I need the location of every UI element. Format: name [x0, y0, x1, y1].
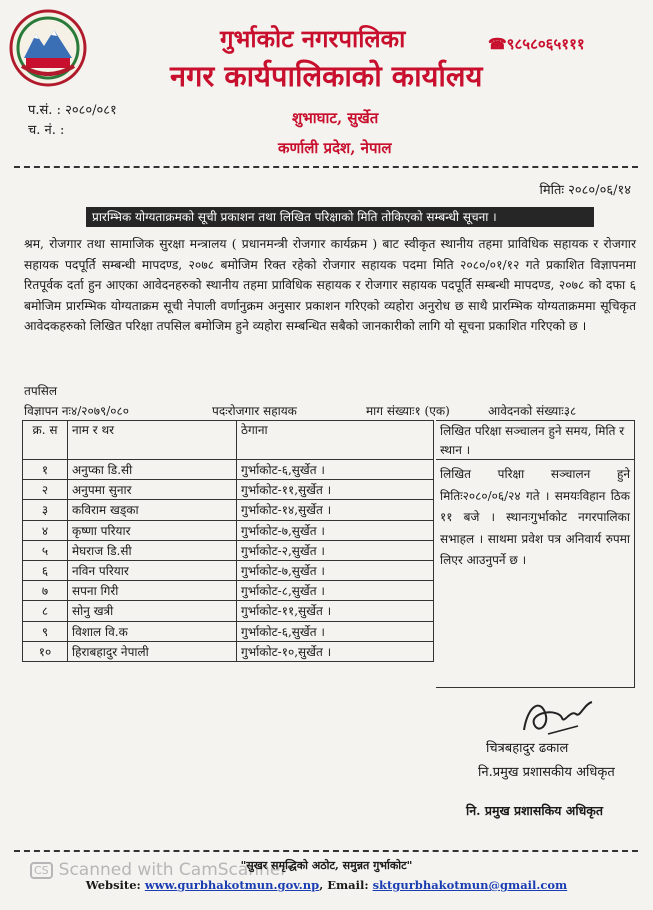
row-sn: ५	[23, 540, 68, 560]
notice-subject: प्रारम्भिक योग्यताक्रमको सूची प्रकाशन तथा लिखित परिक्षाको मिति तोकिएको सम्बन्धी सूचना ।	[86, 207, 594, 227]
table-row	[23, 460, 434, 480]
row-name: सोनु खत्री	[68, 601, 237, 621]
official-seal-text: नि. प्रमुख प्रशासकिय अधिकृत	[466, 803, 603, 818]
notice-date: मितिः २०८०/०६/१४	[539, 183, 631, 198]
row-address: गुर्भाकोट-८,सुर्खेत ।	[237, 581, 434, 601]
row-address: गुर्भाकोट-११,सुर्खेत ।	[237, 601, 434, 621]
address-line-1: शुभाघाट, सुर्खेत	[292, 109, 379, 127]
row-address: गुर्भाकोट-१४,सुर्खेत ।	[237, 500, 434, 520]
municipality-name: गुर्भाकोट नगरपालिका	[220, 24, 406, 53]
header-address: ठेगाना	[237, 421, 434, 460]
header-exam-info: लिखित परिक्षा सञ्चालन हुने समय, मिति र स्थान ।	[440, 424, 625, 457]
row-name: अनुपमा सुनार	[68, 480, 237, 500]
row-sn: ९	[23, 621, 68, 641]
email-link[interactable]: sktgurbhakotmun@gmail.com	[372, 878, 568, 892]
website-link[interactable]: www.gurbhakotmun.gov.np	[144, 878, 320, 892]
row-name: विशाल वि.क	[68, 621, 237, 641]
phone-number: ☎९८५८०६५१११	[488, 35, 585, 53]
notice-body: श्रम, रोजगार तथा सामाजिक सुरक्षा मन्त्रालय ( प्रधानमन्त्री रोजगार कार्यक्रम ) बाट स्वीकृत स्थानीय तहमा प्राविधिक सहायक र रोजगार सहायक पदपूर्ति सम्बन्धी मापदण्ड, २०७८ बमोजिम रिक्त रहेको रोजगार सहायक पदमा मिति २०८०/०१/१२ गते प्रकाशित विज्ञापनमा रितपूर्वक दर्ता हुन आएका आवेदनहरुको स्थानीय तहमा प्राविधिक सहायक र रोजगार सहायक पदपूर्ति सम्बन्धी मापदण्ड, २०७८ को दफा ६ बमोजिम प्रारम्भिक योग्यताक्रम सूची नेपाली वर्णानुक्रम अनुसार प्रकाशन गरिएको व्यहोरा अनुरोध छ साथै प्रारम्भिक योग्यताक्रममा सूचिकृत आवेदकहरुको लिखित परिक्षा तपसिल बमोजिम हुने व्यहोरा सम्बन्धित सबैको जानकारीको लागि यो सूचना प्रकाशित गरिएको छ ।	[24, 237, 636, 333]
signatory-title: नि.प्रमुख प्रशासकीय अधिकृत	[478, 765, 615, 780]
row-name: कृष्णा परियार	[68, 520, 237, 540]
office-name: नगर कार्यपालिकाको कार्यालय	[170, 59, 483, 93]
table-row	[23, 480, 434, 500]
footer-contact	[0, 878, 653, 892]
row-sn: २	[23, 480, 68, 500]
row-sn: ७	[23, 581, 68, 601]
dispatch-number: च. नं. :	[28, 123, 65, 138]
row-name: मेघराज डि.सी	[68, 540, 237, 560]
row-sn: ४	[23, 520, 68, 540]
row-name: हिराबहादुर नेपाली	[68, 641, 237, 661]
exam-info-divider	[436, 459, 634, 460]
advert-number: विज्ञापन नः४/२०७९/०८०	[24, 404, 129, 418]
row-address: गुर्भाकोट-६,सुर्खेत ।	[237, 460, 434, 480]
row-name: कविराम खड्का	[68, 500, 237, 520]
row-sn: १	[23, 460, 68, 480]
reference-number: प.सं. : २०८०/०८१	[28, 103, 117, 118]
table-row	[23, 581, 434, 601]
table-row	[23, 560, 434, 580]
header-name: नाम र थर	[68, 421, 237, 460]
row-address: गुर्भाकोट-११,सुर्खेत ।	[237, 480, 434, 500]
row-address: गुर्भाकोट-७,सुर्खेत ।	[237, 560, 434, 580]
table-row	[23, 641, 434, 661]
signature-mark	[518, 694, 596, 740]
row-name: सपना गिरी	[68, 581, 237, 601]
nepal-emblem-icon	[8, 8, 88, 88]
applicant-count: आवेदनको संख्याः३८	[488, 404, 577, 418]
row-sn: १०	[23, 641, 68, 661]
email-label: , Email:	[319, 878, 369, 892]
footer-slogan: "सुखर समृद्धिको अठोट, समुन्नत गुर्भाकोट"	[240, 859, 413, 872]
address-line-2: कर्णाली प्रदेश, नेपाल	[278, 139, 392, 157]
footer-divider	[14, 850, 638, 852]
shortlist-table	[22, 420, 434, 662]
table-row	[23, 500, 434, 520]
row-address: गुर्भाकोट-६,सुर्खेत ।	[237, 621, 434, 641]
demand-count: माग संख्याः१ (एक)	[366, 404, 450, 418]
row-sn: ८	[23, 601, 68, 621]
row-address: गुर्भाकोट-१०,सुर्खेत ।	[237, 641, 434, 661]
row-name: नविन परियार	[68, 560, 237, 580]
row-sn: ६	[23, 560, 68, 580]
table-header-row	[23, 421, 434, 460]
signatory-name: चित्रबहादुर ढकाल	[486, 741, 569, 756]
header-divider	[14, 166, 638, 168]
row-address: गुर्भाकोट-२,सुर्खेत ।	[237, 540, 434, 560]
camscanner-text: Scanned with CamScanner	[58, 860, 288, 880]
table-row	[23, 540, 434, 560]
table-row	[23, 520, 434, 540]
table-row	[23, 621, 434, 641]
row-address: गुर्भाकोट-७,सुर्खेत ।	[237, 520, 434, 540]
details-heading: तपसिल	[24, 384, 58, 398]
post-name: पदःरोजगार सहायक	[212, 404, 297, 418]
website-label: Website:	[85, 878, 141, 892]
table-row	[23, 601, 434, 621]
row-sn: ३	[23, 500, 68, 520]
camscanner-badge: CS	[30, 862, 53, 879]
exam-info-text: लिखित परिक्षा सञ्चालन हुने मितिः२०८०/०६/२४ गते । समयःविहान ठिक ११ बजे । स्थानःगुर्भाकोट नगरपालिका सभाहल । साथमा प्रवेश पत्र अनिवार्य रुपमा लिएर आउनुपर्ने छ ।	[440, 467, 630, 567]
header-sn: क्र. स	[23, 421, 68, 460]
row-name: अनुप्का डि.सी	[68, 460, 237, 480]
